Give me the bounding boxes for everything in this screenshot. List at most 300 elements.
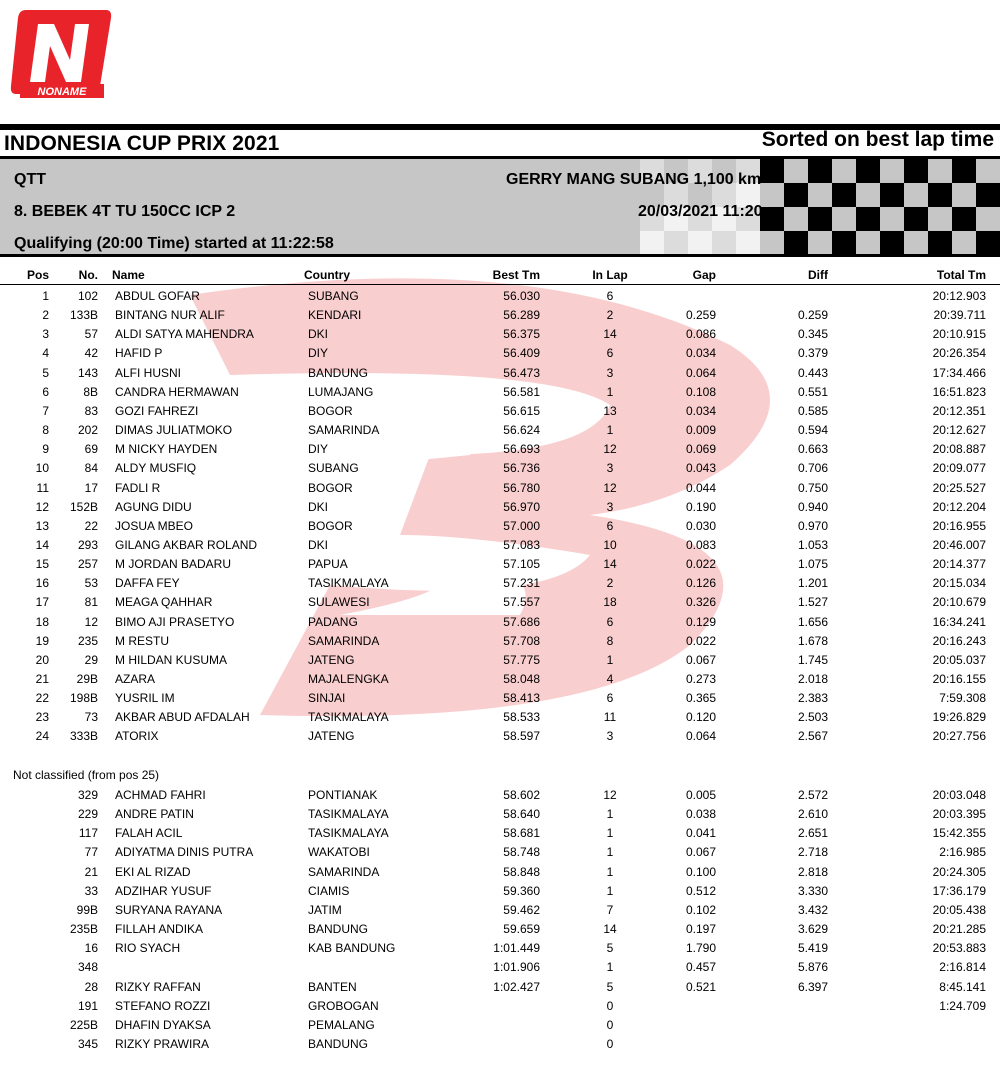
not-classified-row bbox=[0, 1016, 1000, 1035]
cell-best: 58.413 bbox=[503, 691, 540, 706]
cell-lap: 6 bbox=[606, 518, 614, 533]
classified-row bbox=[0, 402, 1000, 421]
cell-pos: 11 bbox=[36, 480, 49, 495]
classified-row bbox=[0, 287, 1000, 306]
cell-name: FALAH ACIL bbox=[115, 826, 183, 841]
cell-lap: 1 bbox=[606, 960, 614, 975]
cell-lap: 1 bbox=[606, 826, 614, 841]
cell-name: CANDRA HERMAWAN bbox=[115, 384, 239, 399]
cell-total: 17:36.179 bbox=[932, 883, 986, 898]
cell-lap: 8 bbox=[606, 633, 614, 648]
cell-best: 57.775 bbox=[503, 652, 540, 667]
cell-name: BIMO AJI PRASETYO bbox=[115, 614, 235, 629]
cell-best: 57.557 bbox=[503, 595, 540, 610]
cell-diff: 3.330 bbox=[797, 883, 828, 898]
cell-best: 57.686 bbox=[503, 614, 540, 629]
cell-total: 20:12.627 bbox=[932, 423, 986, 438]
cell-diff: 0.259 bbox=[797, 308, 828, 323]
cell-total: 20:12.903 bbox=[932, 289, 986, 303]
classified-row bbox=[0, 479, 1000, 498]
qualifying-info: Qualifying (20:00 Time) started at 11:22:58 bbox=[14, 235, 334, 252]
cell-no: 29 bbox=[84, 652, 98, 667]
not-classified-row bbox=[0, 863, 1000, 882]
cell-diff: 2.503 bbox=[797, 710, 828, 725]
col-lap: In Lap bbox=[592, 268, 628, 282]
cell-diff: 0.594 bbox=[797, 423, 828, 438]
cell-diff: 0.443 bbox=[797, 365, 828, 380]
cell-country: PADANG bbox=[308, 614, 358, 629]
cell-best: 58.681 bbox=[503, 826, 540, 841]
cell-country: SAMARINDA bbox=[308, 633, 380, 648]
cell-diff: 1.678 bbox=[797, 633, 828, 648]
cell-country: TASIKMALAYA bbox=[308, 826, 389, 841]
cell-pos: 8 bbox=[42, 423, 49, 438]
cell-name: ADZIHAR YUSUF bbox=[115, 883, 212, 898]
cell-name: GOZI FAHREZI bbox=[115, 403, 199, 418]
col-best: Best Tm bbox=[492, 268, 540, 282]
cell-diff: 0.663 bbox=[797, 442, 828, 457]
cell-lap: 14 bbox=[603, 922, 617, 937]
cell-no: 29B bbox=[76, 672, 98, 686]
cell-lap: 11 bbox=[603, 710, 617, 725]
cell-best: 58.640 bbox=[503, 807, 540, 822]
cell-country: BANDUNG bbox=[308, 1036, 369, 1051]
cell-country: SAMARINDA bbox=[308, 423, 380, 438]
cell-country: DIY bbox=[308, 346, 329, 361]
cell-total: 20:05.438 bbox=[932, 902, 986, 917]
cell-gap: 0.034 bbox=[685, 403, 716, 418]
classified-row bbox=[0, 383, 1000, 402]
cell-gap: 0.100 bbox=[685, 864, 716, 879]
cell-no: 33 bbox=[84, 883, 98, 898]
cell-diff: 2.651 bbox=[797, 826, 828, 841]
cell-country: DIY bbox=[308, 442, 329, 457]
cell-total: 20:21.285 bbox=[932, 922, 986, 937]
cell-country: SULAWESI bbox=[308, 595, 370, 610]
col-country: Country bbox=[304, 268, 350, 282]
cell-diff: 2.718 bbox=[797, 845, 828, 860]
cell-no: 22 bbox=[84, 518, 98, 533]
cell-country: TASIKMALAYA bbox=[308, 710, 389, 725]
cell-best: 59.462 bbox=[503, 902, 540, 917]
classified-row bbox=[0, 689, 1000, 708]
cell-name: ALDY MUSFIQ bbox=[115, 461, 197, 476]
cell-country: TASIKMALAYA bbox=[308, 576, 389, 591]
cell-country: BANTEN bbox=[308, 979, 357, 994]
cell-best: 58.048 bbox=[503, 672, 540, 686]
cell-no: 329 bbox=[77, 788, 98, 802]
not-classified-row bbox=[0, 824, 1000, 843]
not-classified-row bbox=[0, 843, 1000, 862]
cell-country: GROBOGAN bbox=[308, 998, 379, 1013]
cell-gap: 0.064 bbox=[685, 365, 716, 380]
cell-no: 143 bbox=[77, 365, 98, 380]
cell-best: 58.848 bbox=[503, 864, 540, 879]
cell-diff: 0.970 bbox=[797, 518, 828, 533]
cell-lap: 1 bbox=[606, 384, 614, 399]
cell-pos: 12 bbox=[35, 499, 49, 514]
cell-gap: 0.126 bbox=[685, 576, 716, 591]
cell-lap: 14 bbox=[603, 327, 617, 342]
cell-lap: 7 bbox=[606, 902, 614, 917]
cell-no: 77 bbox=[84, 845, 98, 860]
cell-pos: 4 bbox=[42, 346, 49, 361]
cell-gap: 0.457 bbox=[685, 960, 716, 975]
cell-best: 58.748 bbox=[503, 845, 540, 860]
cell-no: 73 bbox=[84, 710, 98, 725]
cell-gap: 0.326 bbox=[685, 595, 716, 610]
cell-name: ALFI HUSNI bbox=[115, 365, 182, 380]
cell-country: BOGOR bbox=[308, 518, 353, 533]
cell-pos: 21 bbox=[35, 672, 49, 686]
cell-pos: 23 bbox=[35, 710, 49, 725]
cell-name: GILANG AKBAR ROLAND bbox=[115, 537, 258, 552]
cell-name: FADLI R bbox=[115, 480, 161, 495]
cell-no: 225B bbox=[69, 1017, 98, 1032]
cell-diff: 2.567 bbox=[797, 729, 828, 744]
cell-country: WAKATOBI bbox=[308, 845, 370, 860]
cell-best: 1:01.449 bbox=[493, 941, 540, 956]
cell-best: 57.083 bbox=[503, 537, 540, 552]
classified-row bbox=[0, 670, 1000, 689]
cell-lap: 14 bbox=[603, 557, 617, 572]
cell-best: 58.597 bbox=[503, 729, 540, 744]
cell-name: M RESTU bbox=[115, 633, 169, 648]
cell-diff: 1.745 bbox=[797, 652, 828, 667]
cell-country: JATENG bbox=[308, 729, 355, 744]
classified-row bbox=[0, 613, 1000, 632]
cell-gap: 1.790 bbox=[685, 941, 716, 956]
cell-country: KAB BANDUNG bbox=[308, 941, 396, 956]
col-no: No. bbox=[78, 268, 98, 282]
cell-gap: 0.069 bbox=[685, 442, 716, 457]
cell-name: AKBAR ABUD AFDALAH bbox=[115, 710, 250, 725]
cell-no: 348 bbox=[77, 960, 98, 975]
cell-lap: 6 bbox=[606, 691, 614, 706]
cell-country: LUMAJANG bbox=[308, 384, 374, 399]
cell-name: BINTANG NUR ALIF bbox=[115, 308, 225, 323]
cell-total: 20:15.034 bbox=[932, 576, 986, 591]
cell-best: 56.375 bbox=[503, 327, 540, 342]
session-datetime: 20/03/2021 11:20 bbox=[638, 203, 763, 220]
cell-total: 7:59.308 bbox=[939, 691, 986, 706]
cell-no: 84 bbox=[84, 461, 98, 476]
cell-best: 57.000 bbox=[503, 518, 540, 533]
cell-name: ATORIX bbox=[115, 729, 159, 744]
cell-total: 20:08.887 bbox=[932, 442, 986, 457]
cell-total: 20:10.679 bbox=[932, 595, 986, 610]
cell-diff: 0.585 bbox=[797, 403, 828, 418]
cell-name: YUSRIL IM bbox=[115, 691, 175, 706]
cell-diff: 3.432 bbox=[797, 902, 828, 917]
cell-lap: 4 bbox=[606, 672, 614, 686]
cell-diff: 0.940 bbox=[797, 499, 828, 514]
cell-country: BOGOR bbox=[308, 403, 353, 418]
cell-total: 19:26.829 bbox=[932, 710, 986, 725]
cell-best: 56.615 bbox=[503, 403, 540, 418]
cell-best: 58.533 bbox=[503, 710, 540, 725]
cell-name: M JORDAN BADARU bbox=[115, 557, 232, 572]
cell-total: 20:39.711 bbox=[933, 308, 986, 323]
cell-no: 133B bbox=[69, 308, 98, 323]
cell-gap: 0.108 bbox=[685, 384, 716, 399]
cell-diff: 0.706 bbox=[797, 461, 828, 476]
cell-best: 56.624 bbox=[503, 423, 540, 438]
cell-total: 16:51.823 bbox=[932, 384, 986, 399]
cell-total: 20:46.007 bbox=[932, 537, 986, 552]
cell-no: 16 bbox=[84, 941, 98, 956]
cell-pos: 20 bbox=[35, 652, 49, 667]
cell-no: 83 bbox=[84, 403, 98, 418]
cell-diff: 2.383 bbox=[797, 691, 828, 706]
col-total: Total Tm bbox=[936, 268, 986, 282]
cell-total: 20:14.377 bbox=[932, 557, 986, 572]
cell-best: 57.231 bbox=[503, 576, 540, 591]
cell-country: PAPUA bbox=[308, 557, 348, 572]
cell-country: TASIKMALAYA bbox=[308, 807, 389, 822]
cell-diff: 1.053 bbox=[797, 537, 828, 552]
cell-country: SAMARINDA bbox=[308, 864, 380, 879]
cell-no: 345 bbox=[77, 1036, 98, 1051]
class-name: 8. BEBEK 4T TU 150CC ICP 2 bbox=[14, 203, 236, 220]
cell-best: 58.602 bbox=[503, 788, 540, 802]
cell-gap: 0.129 bbox=[685, 614, 716, 629]
cell-lap: 0 bbox=[606, 1036, 614, 1051]
cell-gap: 0.041 bbox=[685, 826, 716, 841]
cell-lap: 12 bbox=[603, 788, 617, 802]
cell-total: 20:27.756 bbox=[932, 729, 986, 744]
cell-diff: 0.379 bbox=[797, 346, 828, 361]
cell-pos: 16 bbox=[35, 576, 49, 591]
cell-country: KENDARI bbox=[308, 308, 362, 323]
cell-pos: 17 bbox=[35, 595, 49, 610]
noname-logo bbox=[8, 6, 114, 102]
cell-total: 20:24.305 bbox=[932, 864, 986, 879]
classified-row bbox=[0, 536, 1000, 555]
session-band bbox=[0, 156, 1000, 257]
cell-no: 235 bbox=[77, 633, 98, 648]
cell-best: 57.708 bbox=[503, 633, 540, 648]
cell-name: DHAFIN DYAKSA bbox=[115, 1017, 211, 1032]
cell-no: 235B bbox=[69, 922, 98, 937]
cell-country: CIAMIS bbox=[308, 883, 350, 898]
cell-name: JOSUA MBEO bbox=[115, 518, 194, 533]
cell-no: 191 bbox=[77, 998, 98, 1013]
cell-total: 17:34.466 bbox=[932, 365, 986, 380]
col-pos: Pos bbox=[26, 268, 49, 282]
cell-name: RIZKY RAFFAN bbox=[115, 979, 201, 994]
cell-lap: 5 bbox=[606, 941, 614, 956]
cell-name: RIZKY PRAWIRA bbox=[115, 1036, 210, 1051]
not-classified-row bbox=[0, 1035, 1000, 1054]
cell-gap: 0.030 bbox=[685, 518, 716, 533]
col-diff: Diff bbox=[808, 268, 828, 282]
logo-text: NONAME bbox=[37, 86, 87, 98]
cell-name: MEAGA QAHHAR bbox=[115, 595, 213, 610]
cell-total: 20:53.883 bbox=[932, 941, 986, 956]
cell-lap: 3 bbox=[606, 729, 614, 744]
cell-pos: 1 bbox=[42, 289, 49, 303]
cell-name: ACHMAD FAHRI bbox=[115, 788, 206, 802]
cell-best: 1:01.906 bbox=[493, 960, 540, 975]
cell-pos: 24 bbox=[35, 729, 49, 744]
cell-no: 8B bbox=[83, 384, 98, 399]
cell-lap: 1 bbox=[606, 864, 614, 879]
classified-row bbox=[0, 459, 1000, 478]
not-classified-row bbox=[0, 997, 1000, 1016]
cell-total: 2:16.985 bbox=[939, 845, 986, 860]
cell-no: 12 bbox=[84, 614, 98, 629]
cell-diff: 1.527 bbox=[797, 595, 828, 610]
cell-gap: 0.259 bbox=[685, 308, 716, 323]
cell-country: DKI bbox=[308, 499, 329, 514]
col-name: Name bbox=[112, 268, 145, 282]
cell-total: 20:10.915 bbox=[932, 327, 986, 342]
cell-diff: 1.075 bbox=[797, 557, 828, 572]
cell-best: 57.105 bbox=[503, 557, 540, 572]
not-classified-row bbox=[0, 901, 1000, 920]
cell-lap: 1 bbox=[606, 807, 614, 822]
cell-lap: 13 bbox=[603, 403, 617, 418]
cell-lap: 5 bbox=[606, 979, 614, 994]
cell-total: 20:12.351 bbox=[932, 403, 986, 418]
classified-row bbox=[0, 325, 1000, 344]
cell-best: 59.360 bbox=[503, 883, 540, 898]
classified-row bbox=[0, 440, 1000, 459]
cell-country: JATIM bbox=[308, 902, 342, 917]
cell-no: 229 bbox=[77, 807, 98, 822]
cell-total: 16:34.241 bbox=[932, 614, 986, 629]
cell-name: HAFID P bbox=[115, 346, 163, 361]
cell-best: 56.780 bbox=[503, 480, 540, 495]
cell-name: AGUNG DIDU bbox=[115, 499, 192, 514]
cell-no: 57 bbox=[84, 327, 98, 342]
cell-pos: 2 bbox=[42, 308, 49, 323]
cell-country: BOGOR bbox=[308, 480, 353, 495]
not-classified-row bbox=[0, 882, 1000, 901]
not-classified-row bbox=[0, 978, 1000, 997]
classified-row bbox=[0, 708, 1000, 727]
cell-gap: 0.067 bbox=[685, 652, 716, 667]
cell-best: 56.409 bbox=[503, 346, 540, 361]
classified-row bbox=[0, 574, 1000, 593]
cell-gap: 0.009 bbox=[685, 423, 716, 438]
cell-no: 152B bbox=[69, 499, 98, 514]
cell-country: JATENG bbox=[308, 652, 355, 667]
cell-lap: 1 bbox=[606, 883, 614, 898]
cell-total: 15:42.355 bbox=[932, 826, 986, 841]
cell-lap: 0 bbox=[606, 998, 614, 1013]
cell-lap: 6 bbox=[606, 289, 614, 303]
cell-lap: 6 bbox=[606, 614, 614, 629]
cell-name: EKI AL RIZAD bbox=[115, 864, 191, 879]
not-classified-row bbox=[0, 920, 1000, 939]
cell-lap: 3 bbox=[606, 365, 614, 380]
cell-lap: 0 bbox=[606, 1017, 614, 1032]
cell-diff: 1.656 bbox=[797, 614, 828, 629]
classified-row bbox=[0, 498, 1000, 517]
cell-diff: 1.201 bbox=[797, 576, 828, 591]
cell-lap: 3 bbox=[606, 461, 614, 476]
cell-country: BANDUNG bbox=[308, 922, 369, 937]
cell-no: 17 bbox=[84, 480, 98, 495]
cell-lap: 12 bbox=[603, 480, 617, 495]
cell-total: 20:16.955 bbox=[932, 518, 986, 533]
cell-country: MAJALENGKA bbox=[308, 672, 389, 686]
cell-name: ABDUL GOFAR bbox=[115, 289, 200, 303]
cell-best: 56.736 bbox=[503, 461, 540, 476]
cell-best: 59.659 bbox=[503, 922, 540, 937]
cell-best: 56.473 bbox=[503, 365, 540, 380]
track-name: GERRY MANG SUBANG 1,100 km bbox=[506, 171, 762, 188]
cell-country: SUBANG bbox=[308, 461, 359, 476]
classified-row bbox=[0, 364, 1000, 383]
cell-diff: 5.419 bbox=[797, 941, 828, 956]
cell-lap: 1 bbox=[606, 652, 614, 667]
cell-pos: 5 bbox=[42, 365, 49, 380]
col-gap: Gap bbox=[692, 268, 716, 282]
cell-total: 1:24.709 bbox=[939, 998, 986, 1013]
cell-diff: 3.629 bbox=[797, 922, 828, 937]
cell-best: 56.289 bbox=[503, 308, 540, 323]
cell-gap: 0.022 bbox=[685, 557, 716, 572]
cell-pos: 14 bbox=[35, 537, 49, 552]
cell-diff: 2.018 bbox=[797, 672, 828, 686]
cell-pos: 19 bbox=[35, 633, 49, 648]
cell-total: 20:26.354 bbox=[932, 346, 986, 361]
cell-diff: 2.572 bbox=[797, 788, 828, 802]
cell-pos: 10 bbox=[35, 461, 49, 476]
cell-name: AZARA bbox=[115, 672, 156, 686]
cell-no: 42 bbox=[84, 346, 98, 361]
cell-pos: 15 bbox=[35, 557, 49, 572]
cell-gap: 0.365 bbox=[685, 691, 716, 706]
cell-diff: 0.345 bbox=[797, 327, 828, 342]
classified-row bbox=[0, 421, 1000, 440]
cell-diff: 5.876 bbox=[797, 960, 828, 975]
cell-no: 81 bbox=[84, 595, 98, 610]
cell-gap: 0.197 bbox=[685, 922, 716, 937]
cell-pos: 22 bbox=[35, 691, 49, 706]
cell-best: 56.030 bbox=[503, 289, 540, 303]
cell-pos: 13 bbox=[35, 518, 49, 533]
cell-pos: 7 bbox=[42, 403, 49, 418]
cell-no: 333B bbox=[69, 729, 98, 744]
cell-pos: 9 bbox=[42, 442, 49, 457]
classified-row bbox=[0, 517, 1000, 536]
cell-no: 293 bbox=[77, 537, 98, 552]
not-classified-row bbox=[0, 958, 1000, 977]
cell-total: 20:05.037 bbox=[932, 652, 986, 667]
cell-lap: 12 bbox=[603, 442, 617, 457]
sort-note: Sorted on best lap time bbox=[761, 128, 994, 151]
cell-country: DKI bbox=[308, 327, 329, 342]
cell-diff: 6.397 bbox=[797, 979, 828, 994]
cell-lap: 18 bbox=[603, 595, 617, 610]
cell-name: DIMAS JULIATMOKO bbox=[115, 423, 233, 438]
cell-lap: 3 bbox=[606, 499, 614, 514]
cell-total: 20:03.395 bbox=[932, 807, 986, 822]
cell-no: 257 bbox=[77, 557, 98, 572]
cell-best: 56.693 bbox=[503, 442, 540, 457]
cell-no: 99B bbox=[76, 902, 98, 917]
cell-pos: 18 bbox=[35, 614, 49, 629]
cell-best: 56.581 bbox=[503, 384, 540, 399]
cell-total: 20:09.077 bbox=[932, 461, 986, 476]
not-classified-label: Not classified (from pos 25) bbox=[13, 768, 160, 782]
event-title: INDONESIA CUP PRIX 2021 bbox=[4, 132, 280, 155]
cell-lap: 1 bbox=[606, 845, 614, 860]
